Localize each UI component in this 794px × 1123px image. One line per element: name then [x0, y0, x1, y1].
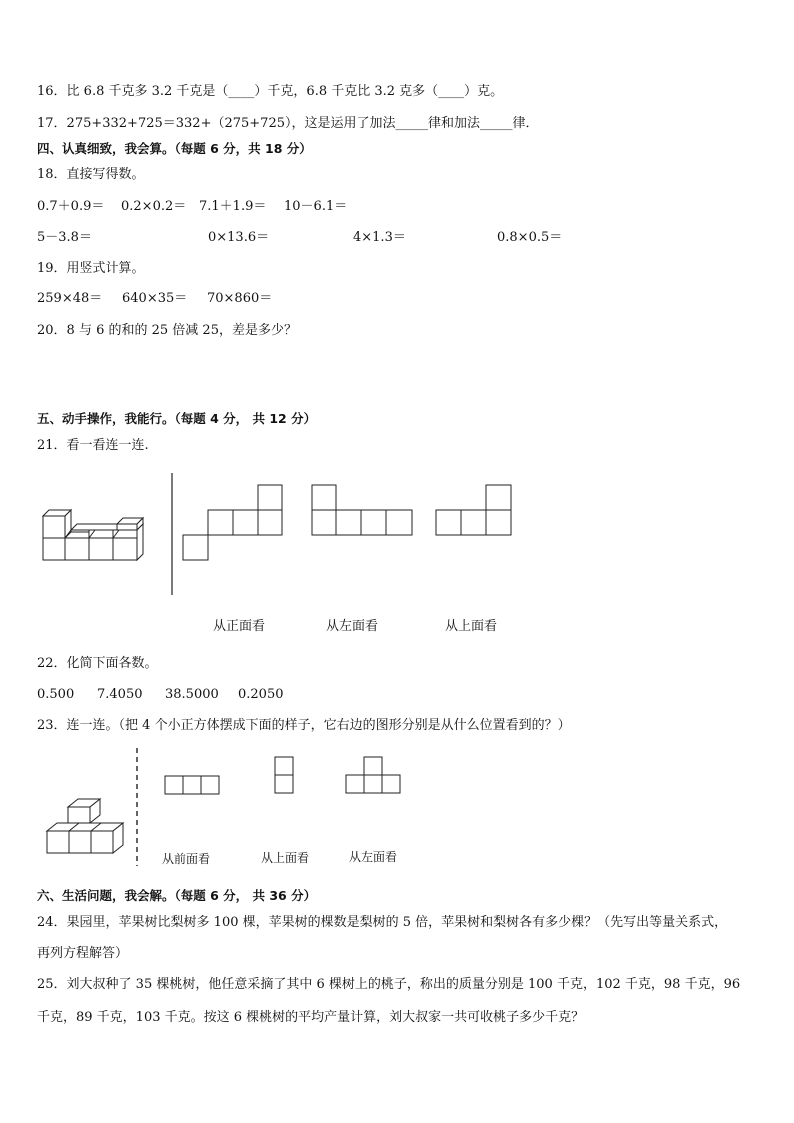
q23-view-shape-3: [346, 757, 406, 797]
q21-divider-line: [170, 473, 174, 595]
q21-label-left: 从左面看: [326, 619, 379, 634]
q21-view-shape-1: [183, 485, 283, 563]
q18-row2-item2: 0×13.6＝: [208, 230, 270, 245]
q18-row2-item1: 5－3.8＝: [37, 230, 92, 245]
section-4-heading: 四、认真细致，我会算。（每题 6 分，共 18 分）: [37, 141, 312, 156]
q18-row1-item1: 0.7＋0.9＝: [37, 199, 105, 214]
q21-label-front: 从正面看: [213, 619, 266, 634]
section-6-heading: 六、生活问题，我会解。（每题 6 分， 共 36 分）: [37, 888, 317, 903]
question-23: 23．连一连。（把 4 个小正方体摆成下面的样子，它右边的图形分别是从什么位置看到的？）: [37, 718, 571, 733]
question-24-line1: 24．果园里，苹果树比梨树多 100 棵，苹果树的棵数是梨树的 5 倍，苹果树和梨树各有多少棵？（先写出等量关系式，: [37, 915, 728, 930]
question-22: 22．化简下面各数。: [37, 656, 158, 671]
question-25-line2: 千克，89 千克，103 千克。按这 6 棵桃树的平均产量计算，刘大叔家一共可收桃子多少千克？: [37, 1010, 585, 1025]
q19-item3: 70×860＝: [207, 291, 273, 306]
question-21: 21．看一看连一连.: [37, 438, 149, 453]
q21-view-shape-3: [436, 485, 516, 537]
q23-view-shape-2: [275, 757, 297, 797]
q18-row1-item2: 0.2×0.2＝: [121, 199, 187, 214]
question-16: 16．比 6.8 千克多 3.2 千克是（____）千克，6.8 千克比 3.2 克多（____）克。: [37, 84, 504, 99]
q22-item2: 7.4050: [97, 687, 143, 702]
q18-row2-item4: 0.8×0.5＝: [497, 230, 563, 245]
q22-item1: 0.500: [37, 687, 75, 702]
q18-row1-item3: 7.1＋1.9＝: [199, 199, 267, 214]
question-19: 19．用竖式计算。: [37, 261, 145, 276]
q22-item3: 38.5000: [165, 687, 219, 702]
question-24-line2: 再列方程解答）: [37, 946, 129, 961]
q19-item1: 259×48＝: [37, 291, 103, 306]
q23-cube-figure: [44, 797, 134, 857]
question-17: 17．275+332+725＝332+（275+725），这是运用了加法_____律和加法_____律．: [37, 116, 539, 131]
q19-item2: 640×35＝: [122, 291, 188, 306]
question-25-line1: 25．刘大叔种了 35 棵桃树，他任意采摘了其中 6 棵树上的桃子，称出的质量分别是 100 千克，102 千克，98 千克，96: [37, 977, 741, 992]
q23-label-left: 从左面看: [349, 850, 398, 864]
section-5-heading: 五、动手操作，我能行。（每题 4 分， 共 12 分）: [37, 411, 317, 426]
q18-row2-item3: 4×1.3＝: [353, 230, 406, 245]
question-20: 20．8 与 6 的和的 25 倍减 25，差是多少？: [37, 323, 297, 338]
q18-row1-item4: 10－6.1＝: [284, 199, 348, 214]
q22-item4: 0.2050: [238, 687, 284, 702]
question-18: 18．直接写得数。: [37, 167, 145, 182]
q21-label-top: 从上面看: [445, 619, 498, 634]
q23-label-top: 从上面看: [261, 851, 310, 865]
q23-dashed-divider: [134, 748, 140, 866]
q21-cube-figure: [40, 508, 160, 568]
q23-view-shape-1: [165, 776, 223, 796]
q23-label-front: 从前面看: [162, 852, 211, 866]
q21-view-shape-2: [312, 485, 414, 537]
